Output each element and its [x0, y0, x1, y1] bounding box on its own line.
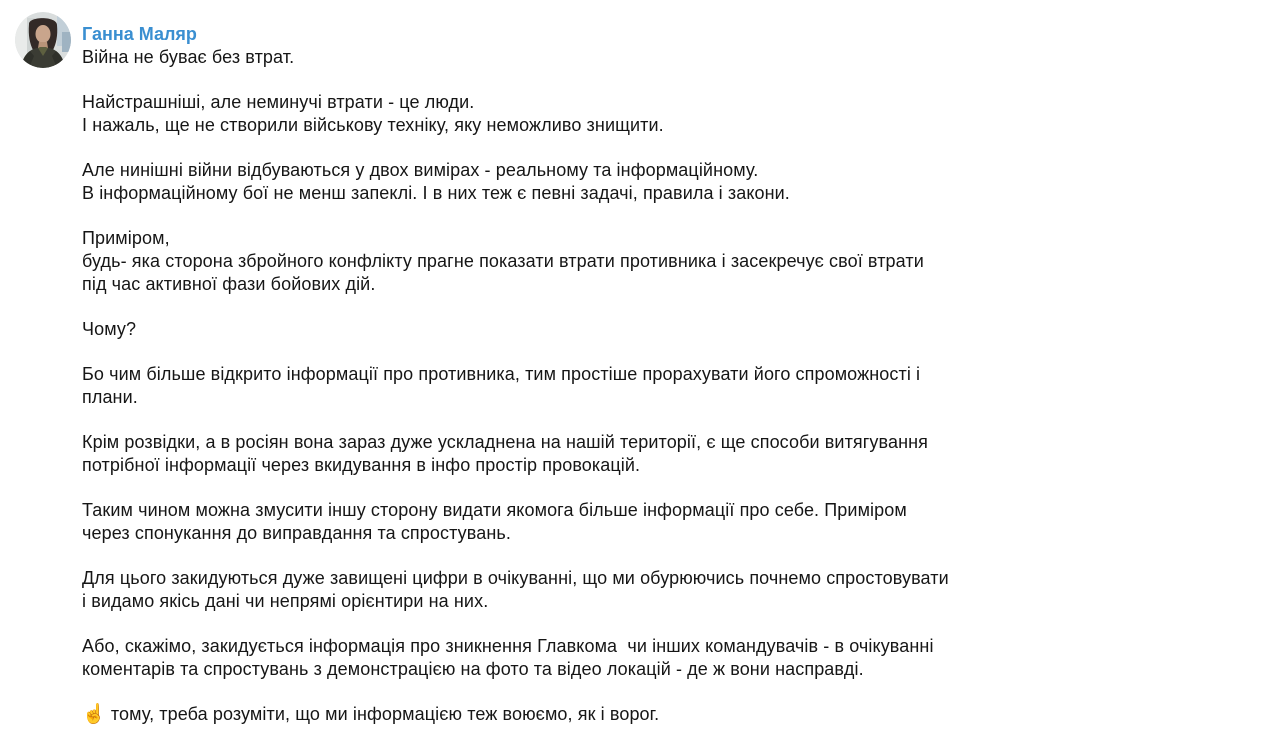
post-paragraph	[82, 159, 1280, 205]
post-line: під час активної фази бойових дій.	[82, 274, 376, 294]
post-line: Але нинішні війни відбуваються у двох вимірах - реальному та інформаційному.	[82, 160, 759, 180]
post-line: потрібної інформації через вкидування в інфо простір провокацій.	[82, 455, 641, 475]
post-paragraph	[82, 431, 1280, 477]
post-paragraph	[82, 363, 1280, 409]
post-line: ☝ тому, треба розуміти, що ми інформацією теж воюємо, як і ворог.	[82, 704, 660, 725]
post-line: і видамо якісь дані чи непрямі орієнтири на них.	[82, 591, 489, 611]
post-line: Чому?	[82, 319, 137, 339]
post-paragraph	[82, 91, 1280, 137]
post-line: коментарів та спростувань з демонстрацією на фото та відео локацій - де ж вони насправді.	[82, 659, 864, 679]
post-line: Або, скажімо, закидується інформація про зникнення Главкома чи інших командувачів - в очікуванні	[82, 636, 934, 656]
post-line: Бо чим більше відкрито інформації про противника, тим простіше прорахувати його спроможності і	[82, 364, 921, 384]
post-paragraph	[82, 635, 1280, 681]
post-line: Війна не буває без втрат.	[82, 47, 295, 67]
post-paragraph	[82, 567, 1280, 613]
post-line: Для цього закидуються дуже завищені цифри в очікуванні, що ми обурюючись почнемо спростовувати	[82, 568, 949, 588]
post-line: плани.	[82, 387, 138, 407]
post-paragraph	[82, 46, 1280, 69]
post-line: через спонукання до виправдання та спростувань.	[82, 523, 511, 543]
avatar[interactable]	[15, 12, 71, 68]
post-text	[82, 46, 1280, 726]
avatar-photo-placeholder	[15, 12, 71, 68]
post-line: будь- яка сторона збройного конфлікту прагне показати втрати противника і засекречує свої втрати	[82, 251, 924, 271]
author-name-link[interactable]: Ганна Маляр	[82, 24, 197, 44]
post-paragraph	[82, 227, 1280, 296]
post-paragraph	[82, 703, 1280, 726]
post-paragraph	[82, 499, 1280, 545]
post-line: Таким чином можна змусити іншу сторону видати якомога більше інформації про себе. Приміром	[82, 500, 907, 520]
pointing-up-emoji: ☝	[82, 704, 106, 725]
post-line: В інформаційному бої не менш запеклі. І в них теж є певні задачі, правила і закони.	[82, 183, 790, 203]
post-line: Приміром,	[82, 228, 170, 248]
post-content	[82, 0, 1280, 726]
post-line: І нажаль, ще не створили військову техніку, яку неможливо знищити.	[82, 115, 664, 135]
post-paragraph	[82, 318, 1280, 341]
post-line: Крім розвідки, а в росіян вона зараз дуже ускладнена на нашій території, є ще способи витягування	[82, 432, 929, 452]
post-line: Найстрашніші, але неминучі втрати - це люди.	[82, 92, 475, 112]
